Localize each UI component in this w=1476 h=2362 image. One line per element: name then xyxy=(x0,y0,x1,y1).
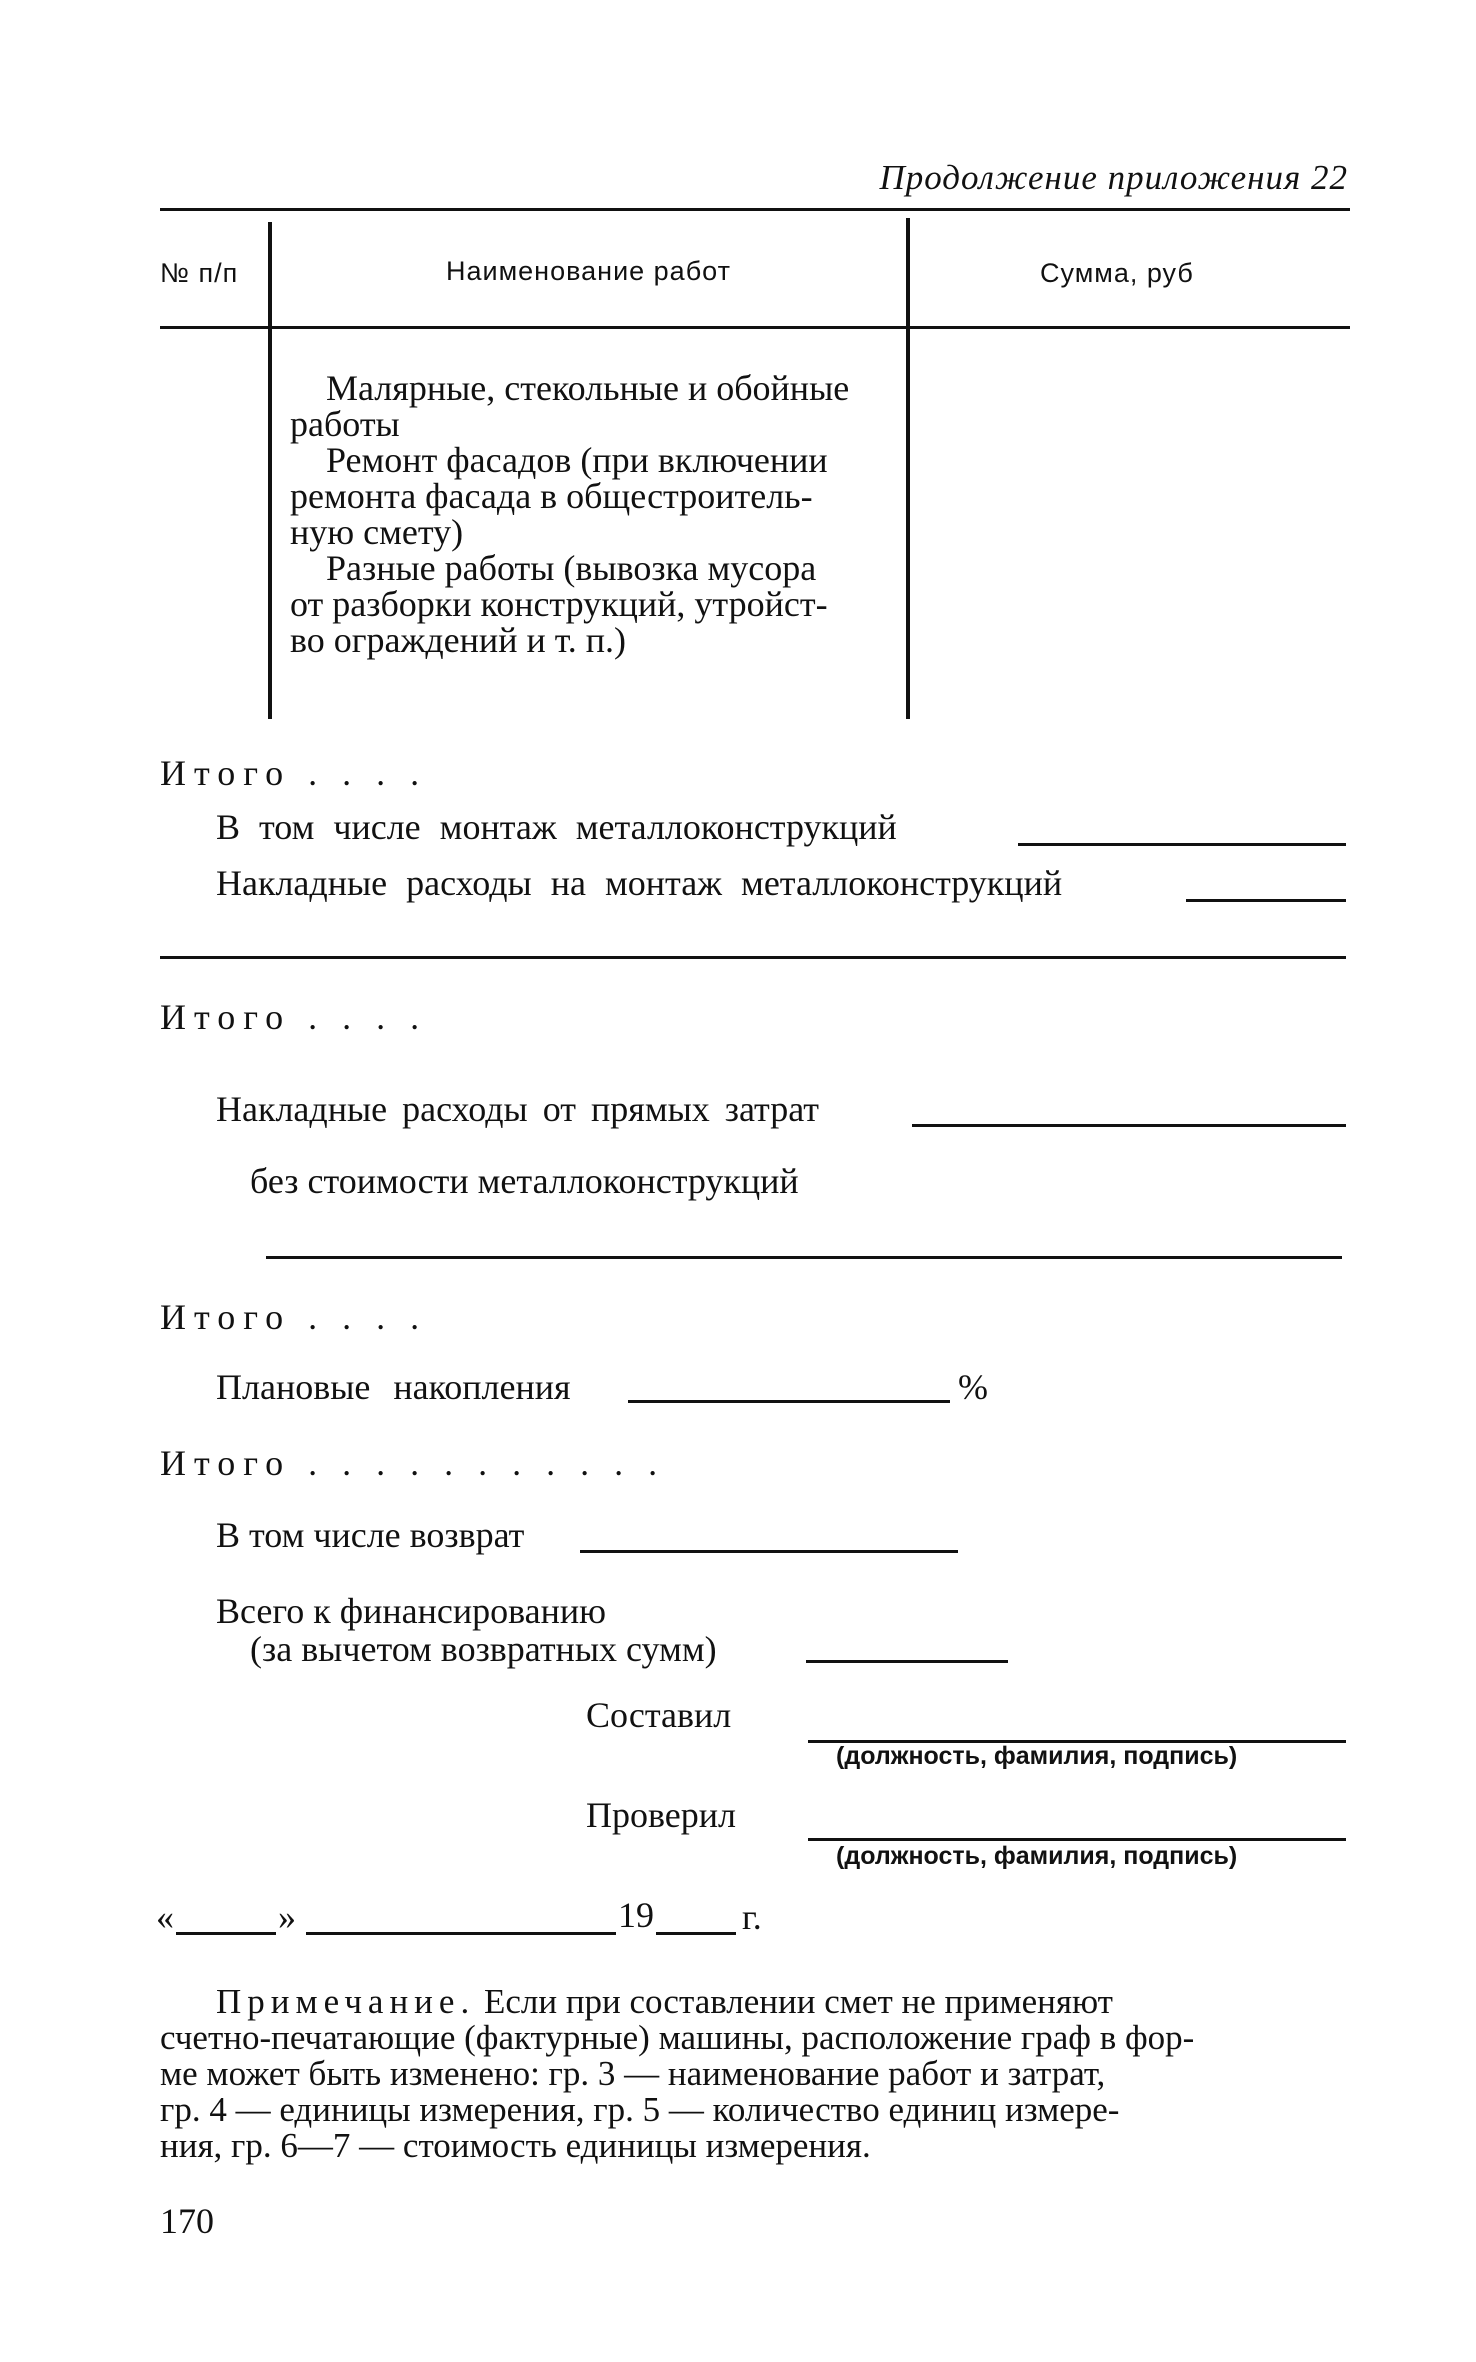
section-rule-1 xyxy=(160,956,1346,959)
planned-blank xyxy=(628,1400,950,1403)
work-item-line: ную смету) xyxy=(290,512,464,552)
date-year-suffix: г. xyxy=(742,1897,762,1937)
total-financing-label: Всего к финансированию xyxy=(216,1591,607,1631)
note-line-2: счетно-печатающие (фактурные) машины, расположение граф в фор- xyxy=(160,2018,1195,2057)
date-year-prefix: 19 xyxy=(618,1895,654,1935)
note-text: Если при составлении смет не применяют xyxy=(483,1982,1113,2021)
date-open-quote: « xyxy=(156,1897,174,1937)
note-label: Примечание. xyxy=(216,1982,476,2021)
table-header-rule xyxy=(160,326,1350,329)
checked-signature-line xyxy=(808,1838,1346,1841)
note-line-4: гр. 4 — единицы измерения, гр. 5 — количество единиц измере- xyxy=(160,2090,1120,2129)
work-item-line: ремонта фасада в общестроитель- xyxy=(290,476,813,516)
table-col-divider-1 xyxy=(268,222,272,719)
date-day-blank xyxy=(176,1932,276,1935)
total-financing-sublabel: (за вычетом возвратных сумм) xyxy=(250,1629,717,1669)
incl-return-blank xyxy=(580,1550,958,1553)
incl-montage-blank xyxy=(1018,843,1346,846)
work-item-line: Малярные, стекольные и обойные xyxy=(326,368,850,408)
without-cost-label: без стоимости металлоконструкций xyxy=(250,1161,799,1201)
date-month-blank xyxy=(306,1932,616,1935)
column-header-sum: Сумма, руб xyxy=(1040,258,1194,288)
note-line-5: ния, гр. 6—7 — стоимость единицы измерения. xyxy=(160,2126,871,2165)
overhead-direct-blank xyxy=(912,1124,1346,1127)
compiled-label: Составил xyxy=(586,1695,732,1735)
overhead-montage-label: Накладные расходы на монтаж металлоконструкций xyxy=(216,863,1063,903)
work-item-line: Разные работы (вывозка мусора xyxy=(326,548,817,588)
checked-label: Проверил xyxy=(586,1795,736,1835)
planned-label: Плановые накопления xyxy=(216,1367,571,1407)
date-close-quote: » xyxy=(278,1897,296,1937)
without-cost-blank xyxy=(266,1256,1342,1259)
work-item-line: от разборки конструкций, утройст- xyxy=(290,584,828,624)
incl-montage-label: В том числе монтаж металлоконструкций xyxy=(216,807,897,847)
work-item-line: Ремонт фасадов (при включении xyxy=(326,440,828,480)
page-header: Продолжение приложения 22 xyxy=(879,158,1348,197)
work-item-line: работы xyxy=(290,404,400,444)
table-col-divider-2 xyxy=(906,218,910,719)
column-header-number: № п/п xyxy=(160,258,239,288)
planned-percent: % xyxy=(958,1367,988,1407)
page-number: 170 xyxy=(160,2201,214,2241)
table-top-rule xyxy=(160,208,1350,211)
column-header-work-name: Наименование работ xyxy=(446,256,731,286)
itogo-1-label: Итого . . . . xyxy=(160,753,428,793)
overhead-montage-blank xyxy=(1186,899,1346,902)
note-line-3: ме может быть изменено: гр. 3 — наименование работ и затрат, xyxy=(160,2054,1106,2093)
itogo-3-label: Итого . . . . xyxy=(160,1297,428,1337)
work-item-line: во ограждений и т. п.) xyxy=(290,620,627,660)
overhead-direct-label: Накладные расходы от прямых затрат xyxy=(216,1089,820,1129)
checked-signature-hint: (должность, фамилия, подпись) xyxy=(836,1842,1238,1870)
compiled-signature-hint: (должность, фамилия, подпись) xyxy=(836,1742,1238,1770)
total-financing-blank xyxy=(806,1660,1008,1663)
itogo-4-label: Итого . . . . . . . . . . . xyxy=(160,1443,666,1483)
itogo-2-label: Итого . . . . xyxy=(160,997,428,1037)
date-year-blank xyxy=(656,1932,736,1935)
note-line-1 xyxy=(216,1984,1113,2020)
incl-return-label: В том числе возврат xyxy=(216,1515,525,1555)
